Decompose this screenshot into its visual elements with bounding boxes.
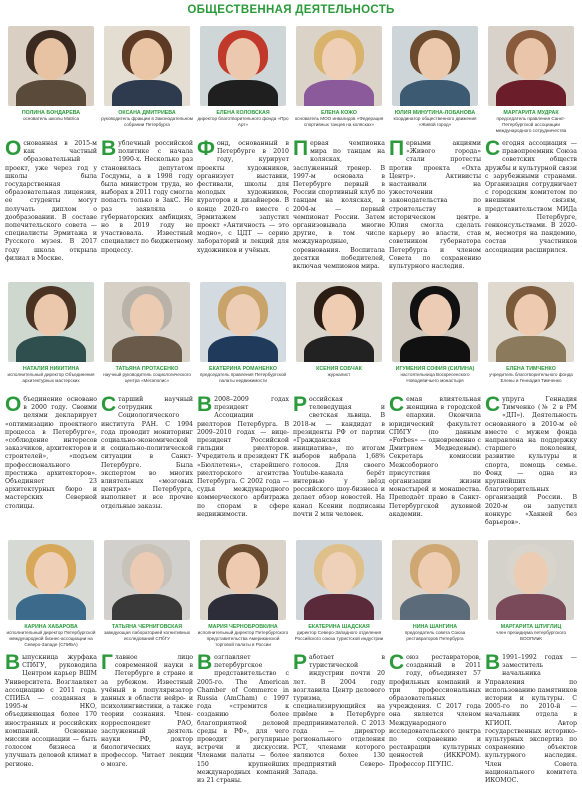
profile-card bbox=[195, 540, 291, 794]
portrait-photo bbox=[392, 282, 478, 362]
bio-text: ервая чемпионка мира по танцам на колясках, заслуженный тренер. В 1997-м основала в Петербурге первый в России спортивный клуб по танцам на колясках, в 2004-м — первый чемпионат России. Затем организовывала многие другие, в том числе международные, соревнования. Воспитала десятки победителей, включая чемпионов мира. bbox=[293, 140, 385, 270]
profile-card bbox=[195, 26, 291, 280]
person-name: ТАТЬЯНА ПРОТАСЕНКО bbox=[115, 366, 179, 372]
portrait-face bbox=[322, 38, 356, 80]
bio-text: 1991–1992 годах — заместитель начальника Управления по использованию памятников истории и культуры. С 2005-го по 2010-й — начальник отдела в КГИОП. Автор государственных историко-культурных экспертиз по сохранению объектов культурного наследия. Член Совета национального комитета ИКОМОС. bbox=[485, 654, 577, 784]
drop-cap: О bbox=[5, 137, 22, 161]
drop-cap: С bbox=[485, 137, 501, 161]
bio-text: онд, основанный в Петербурге в 2010 году, курирует проекты художников, организует выставки, фестивали, школы для молодых художников, кураторов и дизайнеров. В конце 2020-го вместе с Эрмитажем запустил проект «Античность — это модно», с ЦДТ — серию лабораторий и лекций для художников и учёных. bbox=[197, 140, 289, 254]
person-role: председатель правления Санкт-Петербургской ассоциации международного сотрудничества bbox=[495, 116, 567, 133]
person-bio bbox=[387, 393, 483, 519]
person-bio bbox=[195, 137, 291, 255]
bio-text: 2008–2009 годах президент Ассоциации риелторов Петербурга. В 2009–2010 годах — вице-президент Российской гильдии риелторов. Учредитель и президент ГК «Бюллетень», старейшего риелторского агентства Петербурга. С 2002 года — судья международного коммерческого арбитража по спорам в сфере недвижимости. bbox=[197, 396, 289, 518]
person-bio bbox=[99, 393, 195, 511]
person-role: председатель правления Петербургской палаты недвижимости bbox=[199, 372, 287, 383]
portrait-photo bbox=[104, 26, 190, 106]
portrait-face bbox=[514, 38, 548, 80]
page-title: ОБЩЕСТВЕННАЯ ДЕЯТЕЛЬНОСТЬ bbox=[187, 4, 395, 16]
portrait-face bbox=[418, 552, 452, 594]
person-name: ЕЛЕНА КОЖО bbox=[320, 110, 358, 116]
drop-cap: С bbox=[389, 393, 405, 417]
drop-cap: О bbox=[5, 393, 22, 417]
portrait-shoulders bbox=[400, 594, 470, 620]
bio-text: егодня ассоциация — правопреемник Союза советских обществ дружбы и культурной связи с зарубежными странами. Организация сотрудничает с городским комитетом по внешним связям, представительством МИДа в Петербурге, генконсульствами. В 2020-м, несмотря на пандемию, состав участников ассоциации расширился. bbox=[485, 140, 577, 254]
profile-card bbox=[291, 282, 387, 538]
person-bio bbox=[3, 651, 99, 769]
person-bio bbox=[3, 393, 99, 511]
portrait-shoulders bbox=[400, 80, 470, 106]
person-role: директор Северо-Западного отделения Российского союза туристской индустрии bbox=[294, 630, 384, 641]
person-name: НАТАЛИЯ НИКИТИНА bbox=[22, 366, 80, 372]
drop-cap: Ф bbox=[197, 137, 215, 161]
drop-cap: В bbox=[5, 651, 21, 675]
portrait-photo bbox=[8, 282, 94, 362]
portrait-face bbox=[514, 552, 548, 594]
portrait-shoulders bbox=[208, 80, 278, 106]
profile-card bbox=[483, 540, 579, 794]
bio-text: оссийская телеведущая и светская львица. В 2018-м — кандидат в президенты РФ от партии «Гражданская инициатива», по итогам выборов набрала 1,68% голосов. Для своего Youtube-канала берёт интервью у звёзд российского шоу-бизнеса и делает обзор новостей. На канал Ксении подписаны почти 2 млн человек. bbox=[293, 396, 385, 518]
profile-card bbox=[99, 540, 195, 794]
person-bio bbox=[291, 393, 387, 519]
person-role: учредитель благотворительного фонда Елены и Геннадия Тимченко bbox=[489, 372, 573, 383]
drop-cap: П bbox=[389, 137, 405, 161]
person-role: научный руководитель социологического центра «Мегаполис» bbox=[103, 372, 191, 383]
bio-text: озглавляет петербургское представительство с 2005-го. The American Chamber of Commerce in Russia (AmCham) с 1997 года «стремится к созданию более благоприятной деловой среды в РФ», для чего проводит регулярные встречи и дискуссии. Членами палаты — более 150 крупнейших международных компаний из 21 страны. bbox=[197, 654, 289, 784]
person-name: ОКСАНА ДМИТРИЕВА bbox=[118, 110, 176, 116]
profile-card bbox=[3, 26, 99, 280]
portrait-face bbox=[130, 38, 164, 80]
portrait-face bbox=[514, 294, 548, 336]
person-bio bbox=[291, 651, 387, 777]
profile-card bbox=[387, 540, 483, 794]
portrait-face bbox=[418, 38, 452, 80]
person-role: председатель совета Союза реставраторов Петербурга bbox=[404, 630, 466, 641]
person-name: ИГУМЕНИЯ СОФИЯ (СИЛИНА) bbox=[395, 366, 475, 372]
portrait-photo bbox=[8, 540, 94, 620]
portrait-photo bbox=[200, 282, 286, 362]
bio-text: тарший научный сотрудник Социологического института РАН. С 1994 года проводит мониторинг социально-экономической и социально-политической ситуации в Санкт-Петербурге. Была экспертом во многих влиятельных «мозговых центрах» Петербурга, выполняет и все прочие отдельные заказы. bbox=[101, 396, 193, 510]
portrait-photo bbox=[104, 282, 190, 362]
person-bio bbox=[483, 137, 579, 255]
drop-cap: В bbox=[485, 651, 501, 675]
bio-text: оюз реставраторов, созданный в 2011 году, объединяет 57 профильных компаний и три профессиональных образовательных учреждения. С 2017 года она является членом Международного исследовательского центра по сохранению и реставрации культурных ценностей (ИККРОМ). Профессор ПГУПС. bbox=[389, 654, 481, 768]
profile-row bbox=[3, 540, 579, 794]
bio-text: лавное лицо современной науки в Петербурге в стране и за рубежом. Известный учёный в популяризатор данных в области нейро- и психолингвистики, а также теории сознания. Член-корреспондент РАО, заслуженный деятель науки РФ, доктор биологических наук, профессор. Читает лекции о мозге. bbox=[101, 654, 193, 768]
portrait-photo bbox=[488, 540, 574, 620]
drop-cap: Р bbox=[293, 393, 308, 417]
profile-card bbox=[387, 282, 483, 538]
profile-card bbox=[483, 26, 579, 280]
portrait-photo bbox=[488, 26, 574, 106]
profile-card bbox=[99, 282, 195, 538]
portrait-photo bbox=[8, 26, 94, 106]
drop-cap: В bbox=[197, 393, 213, 417]
drop-cap: Г bbox=[101, 651, 113, 675]
portrait-face bbox=[322, 552, 356, 594]
bio-text: аботает в туристической индустрии почти 20 лет. В 2004 году возглавила Центр делового туризма, специализирующийся на приёме в Петербурге предпринимателей. С 2013 года — директор регионального отделения РСТ, членами которого являются более 130 предприятий Северо-Запада. bbox=[293, 654, 385, 776]
drop-cap: Р bbox=[293, 651, 308, 675]
person-name: ЕЛЕНА ТИМЧЕНКО bbox=[506, 366, 556, 372]
portrait-shoulders bbox=[16, 594, 86, 620]
portrait-shoulders bbox=[112, 80, 182, 106]
portrait-face bbox=[322, 294, 356, 336]
person-role: исполнительный директор Петербургской международной бизнес-ассоциации на Северо-Западе (СПИБА) bbox=[6, 630, 96, 647]
drop-cap: С bbox=[101, 393, 117, 417]
drop-cap: В bbox=[101, 137, 117, 161]
person-name: МАРИЯ ЧЕРНОБРОВКИНА bbox=[208, 624, 278, 630]
person-name: ЕКАТЕРИНА РОМАНЕНКО bbox=[209, 366, 277, 372]
portrait-shoulders bbox=[16, 80, 86, 106]
person-bio bbox=[99, 137, 195, 255]
portrait-shoulders bbox=[496, 336, 566, 362]
bio-text: ервыми акциями «Живого города» стали протесты против проекта «Охта Центр». Активисты настаивали на ужесточении законодательства по строительству в историческом центре. Юлия смогла сделать карьеру во власти, став советником губернатора Петербурга и членом Совета по сохранению культурного наследия. bbox=[389, 140, 481, 270]
portrait-face bbox=[34, 38, 68, 80]
person-name: КСЕНИЯ СОБЧАК bbox=[316, 366, 362, 372]
portrait-photo bbox=[392, 26, 478, 106]
portrait-face bbox=[130, 294, 164, 336]
person-bio bbox=[99, 651, 195, 769]
person-bio bbox=[291, 137, 387, 271]
portrait-shoulders bbox=[16, 336, 86, 362]
portrait-face bbox=[34, 552, 68, 594]
portrait-photo bbox=[296, 26, 382, 106]
portrait-photo bbox=[200, 26, 286, 106]
portrait-photo bbox=[200, 540, 286, 620]
person-bio bbox=[3, 137, 99, 263]
portrait-shoulders bbox=[112, 594, 182, 620]
profile-card bbox=[291, 540, 387, 794]
bio-text: упруга Геннадия Тимченко (№ 2 в РМ «ДП»). Деятельность основанного в 2010-м её вместе с мужем фонда направлена на поддержку старшего поколения, развитие культуры и спорта, помощь семье. Фонд — одна из крупнейших благотворительных организаций России. В 2020-м он запустил конкурс «Хакней без барьеров». bbox=[485, 396, 577, 526]
portrait-photo bbox=[488, 282, 574, 362]
portrait-shoulders bbox=[208, 594, 278, 620]
profile-card bbox=[195, 282, 291, 538]
person-name: МАРГАРИТА МУДРАК bbox=[503, 110, 559, 116]
portrait-shoulders bbox=[496, 80, 566, 106]
drop-cap: С bbox=[485, 393, 501, 417]
person-name: ТАТЬЯНА ЧЕРНИГОВСКАЯ bbox=[111, 624, 183, 630]
profile-row bbox=[3, 26, 579, 280]
portrait-photo bbox=[104, 540, 190, 620]
portrait-face bbox=[226, 38, 260, 80]
drop-cap: П bbox=[293, 137, 309, 161]
drop-cap: В bbox=[197, 651, 213, 675]
profile-card bbox=[3, 540, 99, 794]
portrait-shoulders bbox=[112, 336, 182, 362]
person-bio bbox=[483, 393, 579, 527]
bio-text: ублечный российской политике с начала 1990-х. Несколько раз становилась депутатом Госдумы, а в 1998 году была министром труда, но выборах в 2011 году смогла попасть только в ЗакС. Не раз заявляла о губернаторских амбициях, но в 2019 году не участвовала. Известный специалист по бюджетному процессу. bbox=[101, 140, 193, 254]
portrait-shoulders bbox=[304, 80, 374, 106]
portrait-shoulders bbox=[304, 336, 374, 362]
profile-card bbox=[291, 26, 387, 280]
portrait-photo bbox=[392, 540, 478, 620]
person-name: ЕЛЕНА КОЛОВСКАЯ bbox=[216, 110, 270, 116]
person-role: координатор общественного движения «Живой город» bbox=[393, 116, 477, 127]
person-bio bbox=[483, 651, 579, 785]
profile-card bbox=[99, 26, 195, 280]
profile-card bbox=[3, 282, 99, 538]
drop-cap: С bbox=[389, 651, 405, 675]
portrait-shoulders bbox=[304, 594, 374, 620]
bio-text: ыпускница журфака СПбГУ, руководила Центром карьер ВШМ Университета. Возглавляет ассоциацию с 2011 года. СПИБА — созданная в 1995-м НКО, объединяющая более 170 иностранных и российских компаний. Основные миссии ассоциации — быть голосом бизнеса и улучшать деловой климат в регионе. bbox=[5, 654, 97, 768]
portrait-face bbox=[34, 294, 68, 336]
portrait-photo bbox=[296, 540, 382, 620]
portrait-shoulders bbox=[208, 336, 278, 362]
person-name: ЮЛИЯ МИНУТИНА-ЛОБАНОВА bbox=[394, 110, 476, 116]
person-role: член президиума петербургского ВООПИиК bbox=[495, 630, 567, 641]
person-bio bbox=[195, 651, 291, 785]
portrait-face bbox=[130, 552, 164, 594]
bio-text: снованная в 2015-м как частный образовательный проект, уже через год у школы была государственная образовательная лицензия, ее студенты могут получать диплом о дообразовании. В составе попечительского совета — специалисты Эрмитажа и Русского музея. В 2017 году школа открыла филиал в Москве. bbox=[5, 140, 97, 262]
person-bio bbox=[195, 393, 291, 519]
person-role: исполнительный директор Петербургского представительства Американской торговой палаты в России bbox=[197, 630, 289, 647]
person-role: основатель школы Matrica bbox=[22, 116, 80, 122]
portrait-shoulders bbox=[496, 594, 566, 620]
person-role: руководитель фракции в Законодательном собрании Петербурга bbox=[101, 116, 193, 127]
bio-text: бъединение основано в 2000 году. Своими целями декларирует «оптимизацию проектного процесса в Петербурге», «соблюдение интересов заказчиков, архитекторов и строителей», «подъем профессионального престижа архитекторов». Объединяет 23 архитектурных бюро и мастерских Северной столицы. bbox=[5, 396, 97, 510]
person-role: настоятельница Воскресенского Новодевичьего монастыря bbox=[400, 372, 470, 383]
person-role: основатель МОО инвалидов «Федерация спортивных танцев на колясках» bbox=[294, 116, 384, 127]
profile-card bbox=[387, 26, 483, 280]
profile-row bbox=[3, 282, 579, 538]
person-name: ЕКАТЕРИНА ШАДСКАЯ bbox=[308, 624, 370, 630]
portrait-face bbox=[226, 294, 260, 336]
person-name: НИНА ШАНГИНА bbox=[412, 624, 458, 630]
person-name: ПОЛИНА БОНДАРЕВА bbox=[21, 110, 81, 116]
person-name: КАРИНА ХАБАРОВА bbox=[24, 624, 78, 630]
person-bio bbox=[387, 137, 483, 271]
portrait-face bbox=[418, 294, 452, 336]
portrait-photo bbox=[296, 282, 382, 362]
person-bio bbox=[387, 651, 483, 769]
person-role: заведующая лабораторией когнитивных исследований СПбГУ bbox=[103, 630, 191, 641]
person-role: директор благотворительного фонда «Про Арт» bbox=[197, 116, 289, 127]
profile-card bbox=[483, 282, 579, 538]
portrait-shoulders bbox=[400, 336, 470, 362]
bio-text: емая влиятельная женщина в городской епархии. Окончила юридический факультет СПбГУ (по данным «Forbes» — одновременно с Дмитрием Медведевым). Секретарь комиссии Межсоборного присутствия по организации жизни монастырей и монашества. Преподаёт право в Санкт-Петербургской духовной академии. bbox=[389, 396, 481, 518]
person-name: МАРГАРИТА ШТИГЛИЦ bbox=[500, 624, 562, 630]
portrait-face bbox=[226, 552, 260, 594]
person-role: журналист bbox=[327, 372, 351, 378]
person-role: исполнительный директор Объединения архитектурных мастерских bbox=[7, 372, 95, 383]
